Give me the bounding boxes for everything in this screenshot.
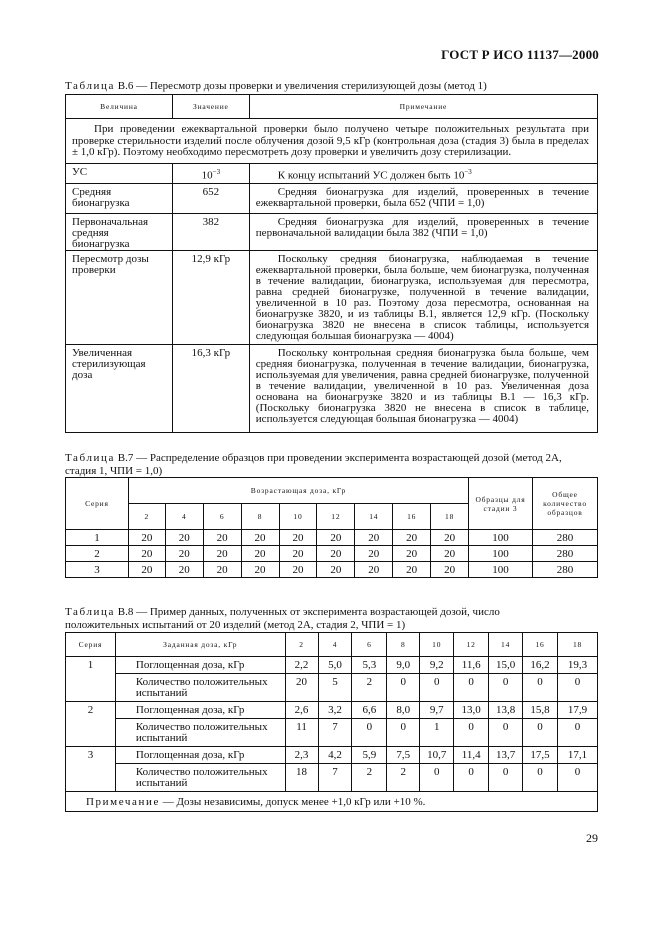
- table8-absorbed: 9,7: [420, 702, 454, 719]
- table8-caption-text: В.8 — Пример данных, полученных от эксперимента возрастающей дозой, число: [117, 606, 500, 618]
- table8-positives: 0: [454, 719, 489, 747]
- table8-absorbed: 17,9: [558, 702, 598, 719]
- table8-positives: 18: [285, 764, 318, 792]
- note-exponent: −3: [464, 167, 472, 176]
- table8-positives: 0: [454, 764, 489, 792]
- table8-dose-header: 2: [285, 633, 318, 657]
- table7-header-samples: Образцы для стадии 3: [469, 478, 533, 530]
- table8-absorbed: 17,1: [558, 747, 598, 764]
- table8-positives: 0: [489, 719, 523, 747]
- table6-row-value: 382: [172, 214, 249, 251]
- table8-caption-prefix: Таблица: [65, 606, 115, 618]
- table7-cell: 20: [165, 562, 203, 578]
- table8-dose-header: 10: [420, 633, 454, 657]
- table8-positives: 0: [387, 719, 420, 747]
- table7: [65, 477, 598, 578]
- table8-absorbed: 19,3: [558, 657, 598, 674]
- table8-caption: [65, 606, 500, 632]
- table7-dose-header: 14: [355, 504, 393, 530]
- table6-row-value: 12,9 кГр: [172, 251, 249, 345]
- table6-row-note: Поскольку контрольная средняя бионагрузка была больше, чем средняя бионагрузка, полученная в течение валидации, бионагрузка, используемая для увеличения, равна средней бионагрузке, полученной в течение валидации, увеличенной в 10 раз. Увеличенная доза основана на бионагрузке 3820 и из таблицы В.1 — 16,3 кГр. (Поскольку бионагрузка 3820 не внесена в список в таблице, используется следующая большая бионагрузка — 4004): [249, 345, 597, 433]
- table8-absorbed: 2,6: [285, 702, 318, 719]
- table7-series: 2: [66, 546, 129, 562]
- table8-header-dose: Заданная доза, кГр: [115, 633, 285, 657]
- table8-dose-header: 16: [523, 633, 558, 657]
- value-base: 10: [201, 169, 213, 182]
- table7-cell: 20: [431, 530, 469, 546]
- table8-absorbed-label: Поглощенная доза, кГр: [115, 702, 285, 719]
- table8-absorbed: 8,0: [387, 702, 420, 719]
- table7-caption-text2: стадия 1, ЧПИ = 1,0): [65, 465, 163, 477]
- table7-cell: 20: [431, 546, 469, 562]
- table8-positives: 0: [489, 674, 523, 702]
- page-number: 29: [586, 831, 598, 845]
- table7-dose-header: 18: [431, 504, 469, 530]
- table7-cell: 20: [128, 546, 165, 562]
- table6-row-value: [172, 163, 249, 184]
- table7-cell: 20: [317, 530, 355, 546]
- table8-positives: 11: [285, 719, 318, 747]
- table-row: [66, 719, 598, 747]
- table8-positives: 0: [558, 674, 598, 702]
- table8-positives: 0: [454, 674, 489, 702]
- table8-dose-header: 6: [352, 633, 387, 657]
- table-row: [66, 747, 598, 764]
- table7-cell: 20: [393, 562, 431, 578]
- table-row: [66, 562, 598, 578]
- table8-caption-text2: положительных испытаний от 20 изделий (метод 2А, стадия 2, ЧПИ = 1): [65, 619, 406, 631]
- table7-total: 280: [532, 530, 597, 546]
- table-row: [66, 674, 598, 702]
- table7-cell: 20: [393, 546, 431, 562]
- table-row: [66, 702, 598, 719]
- note-base: К концу испытаний УС должен быть 10: [277, 169, 465, 182]
- table8-absorbed: 5,0: [318, 657, 352, 674]
- table6-row-name: УС: [66, 163, 173, 184]
- table8-positives: 7: [318, 764, 352, 792]
- table-row: [66, 184, 598, 214]
- table-row: [66, 345, 598, 433]
- table8-absorbed: 4,2: [318, 747, 352, 764]
- table8-absorbed: 2,2: [285, 657, 318, 674]
- table7-dose-header: 4: [165, 504, 203, 530]
- table-row: [66, 764, 598, 792]
- table7-cell: 20: [128, 530, 165, 546]
- table6-row-name: Пересмотр дозы проверки: [66, 251, 173, 345]
- table8-positives: 0: [523, 674, 558, 702]
- table6-caption-prefix: Таблица: [65, 80, 115, 92]
- table7-cell: 20: [279, 530, 317, 546]
- table7-dose-header: 12: [317, 504, 355, 530]
- table7-cell: 20: [431, 562, 469, 578]
- table8-absorbed: 7,5: [387, 747, 420, 764]
- table8-positives: 7: [318, 719, 352, 747]
- table8-absorbed: 5,9: [352, 747, 387, 764]
- table8-dose-header: 12: [454, 633, 489, 657]
- table8-header-series: Серия: [66, 633, 116, 657]
- table7-cell: 20: [203, 546, 241, 562]
- table7-total: 280: [532, 546, 597, 562]
- table6: [65, 94, 598, 433]
- table7-caption-prefix: Таблица: [65, 452, 115, 464]
- table7-cell: 20: [128, 562, 165, 578]
- table7-dose-header: 8: [241, 504, 279, 530]
- table8-note-text: — Дозы независимы, допуск менее +1,0 кГр или +10 %.: [162, 795, 426, 808]
- table8-series: 2: [66, 702, 116, 747]
- table-row: [66, 214, 598, 251]
- table8-positives: 0: [352, 719, 387, 747]
- table8-absorbed: 11,4: [454, 747, 489, 764]
- table6-row-note: Средняя бионагрузка для изделий, проверенных в течение ежеквартальной проверки, была 652 (ЧПИ = 1,0): [249, 184, 597, 214]
- table8-absorbed: 17,5: [523, 747, 558, 764]
- table7-dose-header: 6: [203, 504, 241, 530]
- table6-row-note: Средняя бионагрузка для изделий, проверенных в течение первоначальной валидации была 382 (ЧПИ = 1,0): [249, 214, 597, 251]
- table8-absorbed: 2,3: [285, 747, 318, 764]
- table7-cell: 20: [241, 530, 279, 546]
- table8-absorbed: 13,8: [489, 702, 523, 719]
- table7-cell: 20: [355, 530, 393, 546]
- table6-intro: При проведении ежеквартальной проверки было получено четыре положительных результата при проверке стерильности изделий после облучения дозой 9,5 кГр (контрольная доза (стадия 3) была в пределах ± 1,0 кГр). Поэтому необходимо пересмотреть дозу проверки и увеличить дозу стерилизации.: [66, 119, 598, 164]
- table8-positives: 0: [558, 764, 598, 792]
- table7-cell: 20: [165, 530, 203, 546]
- table8-positives: 0: [420, 764, 454, 792]
- table8-absorbed: 13,0: [454, 702, 489, 719]
- table6-row-value: 652: [172, 184, 249, 214]
- table8-absorbed: 10,7: [420, 747, 454, 764]
- table8-note-prefix: Примечание: [86, 795, 160, 808]
- table7-cell: 20: [317, 546, 355, 562]
- table7-dose-header: 10: [279, 504, 317, 530]
- table7-series: 3: [66, 562, 129, 578]
- table-row: [66, 546, 598, 562]
- table8-note: [66, 792, 598, 812]
- table6-caption-text: В.6 — Пересмотр дозы проверки и увеличения стерилизующей дозы (метод 1): [117, 80, 487, 92]
- table7-samples: 100: [469, 562, 533, 578]
- table6-row-name: Первоначальная средняя бионагрузка: [66, 214, 173, 251]
- table8-absorbed: 16,2: [523, 657, 558, 674]
- table8-positives-label: Количество положительных испытаний: [115, 719, 285, 747]
- table8-positives-label: Количество положительных испытаний: [115, 764, 285, 792]
- table8-absorbed: 6,6: [352, 702, 387, 719]
- table8-series: 1: [66, 657, 116, 702]
- table7-samples: 100: [469, 546, 533, 562]
- table8-positives: 0: [489, 764, 523, 792]
- table7-series: 1: [66, 530, 129, 546]
- table7-header-dose: Возрастающая доза, кГр: [128, 478, 468, 504]
- table-row: [66, 163, 598, 184]
- table8-positives: 1: [420, 719, 454, 747]
- table8-absorbed: 15,0: [489, 657, 523, 674]
- table8-absorbed: 5,3: [352, 657, 387, 674]
- table8-positives: 0: [420, 674, 454, 702]
- table8-absorbed: 9,0: [387, 657, 420, 674]
- table7-cell: 20: [165, 546, 203, 562]
- table8-positives: 2: [387, 764, 420, 792]
- table-row: [66, 657, 598, 674]
- table6-row-note: Поскольку средняя бионагрузка, наблюдаемая в течение ежеквартальной проверки, была больше, чем бионагрузка, полученная в течение валидации, бионагрузка, используемая для пересмотра, равна средней бионагрузке, полученной в течение валидации, увеличенной в 10 раз. Поэтому доза пересмотра, основанная на бионагрузке 3820, и из таблицы В.1, является 12,9 кГр. (Поскольку бионагрузка 3820 не внесена в список таблицы, используется следующая большая бионагрузка — 4004): [249, 251, 597, 345]
- table6-row-name: Средняя бионагрузка: [66, 184, 173, 214]
- table7-cell: 20: [241, 546, 279, 562]
- table7-header-series: Серия: [66, 478, 129, 530]
- table7-cell: 20: [279, 562, 317, 578]
- table8-absorbed: 15,8: [523, 702, 558, 719]
- table6-header-value: Значение: [172, 95, 249, 119]
- table6-header-quantity: Величина: [66, 95, 173, 119]
- table7-cell: 20: [203, 530, 241, 546]
- table8-positives: 0: [523, 719, 558, 747]
- table7-dose-header: 2: [128, 504, 165, 530]
- table7-cell: 20: [355, 562, 393, 578]
- table8: [65, 632, 598, 812]
- table8-positives: 2: [352, 764, 387, 792]
- table8-positives: 5: [318, 674, 352, 702]
- table8-positives: 0: [387, 674, 420, 702]
- table-row: [66, 530, 598, 546]
- table8-positives: 0: [558, 719, 598, 747]
- table6-caption: [65, 80, 487, 93]
- table7-caption-text: В.7 — Распределение образцов при проведении эксперимента возрастающей дозой (метод 2А,: [117, 452, 562, 464]
- table8-dose-header: 14: [489, 633, 523, 657]
- table8-positives: 2: [352, 674, 387, 702]
- table8-series: 3: [66, 747, 116, 792]
- table8-positives: 20: [285, 674, 318, 702]
- table7-cell: 20: [203, 562, 241, 578]
- table8-dose-header: 4: [318, 633, 352, 657]
- table7-cell: 20: [241, 562, 279, 578]
- table8-absorbed: 11,6: [454, 657, 489, 674]
- table7-total: 280: [532, 562, 597, 578]
- table7-cell: 20: [355, 546, 393, 562]
- table8-absorbed: 3,2: [318, 702, 352, 719]
- table6-row-name: Увеличенная стерилизующая доза: [66, 345, 173, 433]
- table6-header-note: Примечание: [249, 95, 597, 119]
- table7-cell: 20: [317, 562, 355, 578]
- table8-absorbed: 13,7: [489, 747, 523, 764]
- table8-dose-header: 18: [558, 633, 598, 657]
- table8-absorbed-label: Поглощенная доза, кГр: [115, 747, 285, 764]
- table7-samples: 100: [469, 530, 533, 546]
- table7-caption: [65, 452, 562, 478]
- table-row: [66, 251, 598, 345]
- table8-dose-header: 8: [387, 633, 420, 657]
- table8-absorbed: 9,2: [420, 657, 454, 674]
- document-id: ГОСТ Р ИСО 11137—2000: [441, 47, 599, 62]
- table6-row-value: 16,3 кГр: [172, 345, 249, 433]
- value-exponent: −3: [212, 167, 221, 176]
- table7-header-total: Общее количество образцов: [532, 478, 597, 530]
- table6-row-note: [249, 163, 597, 184]
- table8-absorbed-label: Поглощенная доза, кГр: [115, 657, 285, 674]
- table8-positives: 0: [523, 764, 558, 792]
- table7-dose-header: 16: [393, 504, 431, 530]
- table8-positives-label: Количество положительных испытаний: [115, 674, 285, 702]
- table7-cell: 20: [393, 530, 431, 546]
- table7-cell: 20: [279, 546, 317, 562]
